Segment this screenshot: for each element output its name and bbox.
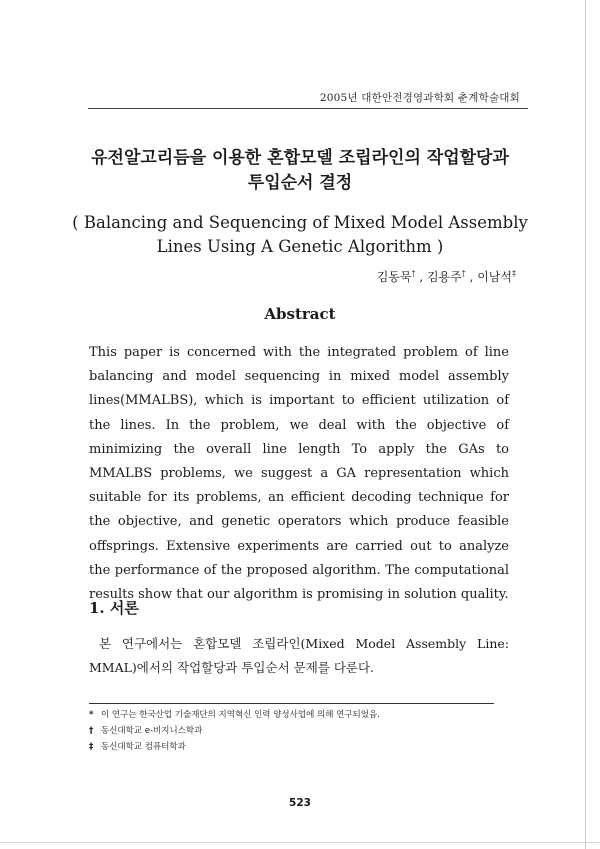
english-title-line-1: ( Balancing and Sequencing of Mixed Model Assembly [72, 213, 528, 232]
footnote-mark: † [89, 726, 94, 736]
author-mark: ‡ [512, 269, 516, 278]
footnote-text: 동신대학교 e-비지니스학과 [101, 726, 203, 736]
author-list [377, 268, 516, 285]
footnotes [89, 707, 509, 755]
introduction-text: 본 연구에서는 혼합모델 조립라인(Mixed Model Assembly Line: MMAL)에서의 작업할당과 투입순서 문제를 다룬다. [89, 636, 509, 675]
footnote-rule [89, 703, 494, 704]
running-header: 2005년 대한안전경영과학회 춘계학술대회 [319, 92, 520, 104]
page-number: 523 [289, 797, 311, 809]
scan-edge-right [585, 0, 586, 849]
footnote-item [89, 723, 509, 739]
abstract-text: This paper is concerned with the integrated problem of line balancing and model sequencing in mixed model assembly lines(MMALBS), which is important to efficient utilization of the lines. In the problem, we deal with the objective of minimizing the overall line length To apply the GAs to MMALBS problems, we suggest a GA representation which suitable for its problems, an efficient decoding technique for the objective, and genetic operators which produce feasible offsprings. Extensive experiments are carried out to analyze the performance of the proposed algorithm. The computational results show that our algorithm is promising in solution quality. [89, 345, 509, 603]
author-name: 김동묵 [376, 270, 412, 284]
footnote-item [89, 707, 509, 723]
footnote-text: 이 연구는 한국산업 기술재단의 지역혁신 인력 양성사업에 의해 연구되었음. [101, 710, 380, 720]
section-heading-introduction: 1. 서론 [89, 599, 139, 617]
author-name: 이남석 [477, 270, 512, 284]
introduction-paragraph [89, 632, 509, 680]
author-mark: † [411, 269, 416, 278]
footnote-item [89, 739, 509, 755]
author-mark: † [461, 269, 466, 278]
author-separator: , [469, 270, 478, 284]
header-rule [88, 108, 528, 109]
english-title-line-2: Lines Using A Genetic Algorithm ) [156, 237, 444, 256]
footnote-text: 동신대학교 컴퓨터학과 [101, 742, 186, 752]
abstract-heading: Abstract [264, 305, 336, 323]
footnote-mark: * [89, 710, 94, 720]
scan-edge-bottom [0, 842, 600, 843]
author-name: 김용주 [426, 270, 462, 284]
korean-title-line-2: 투입순서 결정 [247, 173, 353, 193]
author-separator: , [419, 270, 427, 284]
english-title [0, 211, 600, 259]
korean-title-line-1: 유전알고리듬을 이용한 혼합모델 조립라인의 작업할당과 [91, 148, 509, 168]
korean-title [0, 146, 600, 196]
footnote-mark: ‡ [89, 742, 94, 752]
